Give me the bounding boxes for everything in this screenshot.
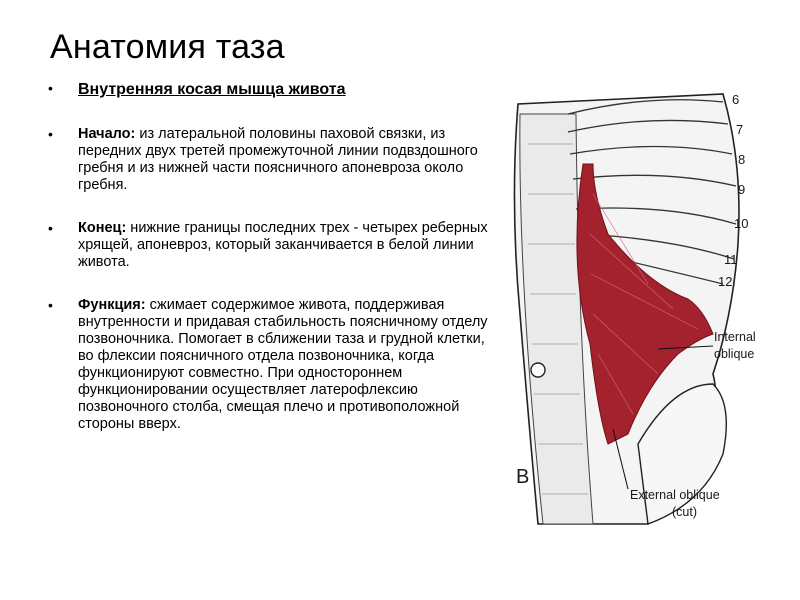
anatomy-figure: [498, 84, 798, 534]
muscle-heading: Внутренняя косая мышца живота: [78, 81, 346, 98]
rib-number-10: 10: [734, 216, 749, 231]
bullet-dot: •: [48, 297, 53, 313]
bullet-dot: •: [48, 80, 53, 96]
bullet-origin: [48, 126, 488, 194]
rib-number-11: 11: [724, 252, 738, 267]
panel-letter: B: [516, 466, 530, 488]
navel: [531, 363, 545, 377]
rib-number-7: 7: [736, 122, 744, 137]
internal-oblique-label-1: Internal: [714, 330, 756, 344]
function-text: сжимает содержимое живота, поддерживая внутренности и придавая стабильность поясничному отделу позвоночника. Помогает в сближении таза и грудной клетки, во флексии поясничного отдела позвоночника, когда функционируют совместно. При одностороннем функционировании осуществляет латерофлексию позвоночного столба, смещая плечо и противоположной стороны вверх.: [78, 297, 488, 432]
rib-number-8: 8: [738, 152, 746, 167]
slide-title: Анатомия таза: [50, 28, 285, 66]
slide-content: [48, 80, 488, 433]
bullet-dot: •: [48, 220, 53, 236]
rib-number-9: 9: [738, 182, 746, 197]
bullet-insertion: [48, 220, 488, 271]
internal-oblique-label-2: oblique: [714, 347, 755, 361]
insertion-label: Конец:: [78, 220, 127, 236]
torso-illustration: [498, 84, 798, 534]
external-oblique-label-2: (cut): [672, 505, 697, 519]
external-oblique-label-1: External oblique: [630, 488, 720, 502]
function-label: Функция:: [78, 297, 146, 313]
bullet-heading: [48, 80, 488, 100]
rib-number-12: 12: [718, 274, 733, 289]
origin-label: Начало:: [78, 126, 136, 142]
origin-text: из латеральной половины паховой связки, из передних двух третей промежуточной линии подвздошного гребня и из нижней части поясничного апоневроза около гребня.: [78, 126, 478, 193]
bullet-function: [48, 297, 488, 433]
rib-number-6: 6: [732, 92, 740, 107]
insertion-text: нижние границы последних трех - четырех реберных хрящей, апоневроз, который заканчивается в белой линии живота.: [78, 220, 488, 270]
bullet-dot: •: [48, 126, 53, 142]
